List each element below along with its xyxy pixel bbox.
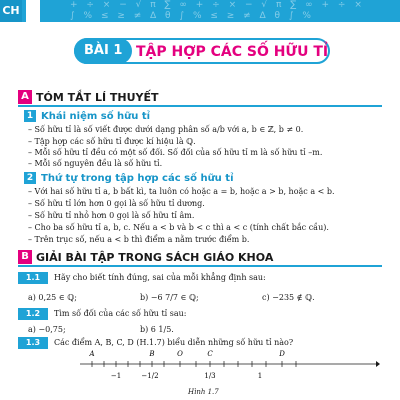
- exercise-1-2-item-b: b) 6 1/5.: [140, 325, 174, 334]
- exercise-1-3-tag: 1.3: [18, 337, 48, 349]
- subsection-2-title: Thứ tự trong tập hợp các số hữu tỉ: [41, 172, 234, 184]
- section-b-rule: [18, 265, 382, 267]
- theory-line: – Cho ba số hữu tỉ a, b, c. Nếu a < b và b < c thì a < c (tính chất bắc cầu).: [28, 223, 329, 232]
- point-label-c: C: [207, 350, 213, 358]
- theory-line: – Tập hợp các số hữu tỉ được kí hiệu là ℚ.: [28, 137, 196, 146]
- subsection-1-number: 1: [24, 110, 36, 122]
- tick-label-minus-half: −1/2: [141, 372, 159, 380]
- point-label-b: B: [149, 350, 155, 358]
- point-label-d: D: [279, 350, 285, 358]
- theory-line: – Trên trục số, nếu a < b thì điểm a nằm trước điểm b.: [28, 235, 250, 244]
- number-line-figure: [80, 344, 380, 400]
- subsection-1-title: Khái niệm số hữu tỉ: [41, 110, 151, 122]
- exercise-1-2-item-a: a) −0,75;: [28, 325, 66, 334]
- figure-caption: Hình 1.7: [188, 388, 219, 396]
- number-line-arrow: [376, 361, 380, 367]
- subsection-1-header: [24, 110, 150, 122]
- theory-line: – Mỗi số hữu tỉ đều có một số đối. Số đối của số hữu tỉ m là số hữu tỉ –m.: [28, 148, 323, 157]
- tick-label-minus-one: −1: [110, 372, 122, 380]
- exercise-1-2-prompt: Tìm số đối của các số hữu tỉ sau:: [54, 309, 187, 318]
- section-a-title: TÓM TẮT LÍ THUYẾT: [36, 90, 159, 104]
- subsection-2-header: [24, 172, 234, 184]
- section-a-header: [18, 90, 159, 104]
- lesson-title-box: [74, 38, 330, 64]
- chapter-banner: [0, 0, 400, 22]
- section-b-title: GIẢI BÀI TẬP TRONG SÁCH GIÁO KHOA: [36, 250, 274, 264]
- point-label-a: A: [89, 350, 95, 358]
- theory-line: – Số hữu tỉ nhỏ hơn 0 gọi là số hữu tỉ âm.: [28, 211, 195, 220]
- chapter-tab: CH: [0, 0, 22, 22]
- section-b-letter: B: [18, 250, 32, 264]
- lesson-title: TẬP HỢP CÁC SỐ HỮU TỈ: [136, 44, 329, 60]
- math-pattern-decoration: + ÷ × − √ π ∑ ∞ + ÷ × − √ π ∑ ∞ + ÷ × ∫ % ≤ ≥ ≠ ∆ θ ∫ % ≤ ≥ ≠ ∆ θ ∫ %: [70, 0, 365, 21]
- theory-line: – Với hai số hữu tỉ a, b bất kì, ta luôn có hoặc a = b, hoặc a > b, hoặc a < b.: [28, 187, 335, 196]
- exercise-1-1-prompt: Hãy cho biết tính đúng, sai của mỗi khẳng định sau:: [54, 273, 266, 282]
- tick-label-one: 1: [257, 372, 263, 380]
- exercise-1-1-item-a: a) 0,25 ∈ ℚ;: [28, 293, 77, 302]
- section-b-header: [18, 250, 273, 264]
- lesson-badge: BÀI 1: [74, 38, 132, 64]
- subsection-2-number: 2: [24, 172, 36, 184]
- theory-line: – Số hữu tỉ lớn hơn 0 gọi là số hữu tỉ dương.: [28, 199, 205, 208]
- section-a-rule: [18, 105, 382, 107]
- theory-line: – Mỗi số nguyên đều là số hữu tỉ.: [28, 159, 163, 168]
- exercise-1-2-tag: 1.2: [18, 308, 48, 320]
- exercise-1-3-prompt: Các điểm A, B, C, D (H.1.7) biểu diễn những số hữu tỉ nào?: [54, 338, 294, 347]
- theory-line: – Số hữu tỉ là số viết được dưới dạng phân số a/b với a, b ∈ ℤ, b ≠ 0.: [28, 125, 304, 134]
- exercise-1-1-tag: 1.1: [18, 272, 48, 284]
- point-label-o: O: [177, 350, 183, 358]
- section-a-letter: A: [18, 90, 32, 104]
- exercise-1-1-item-c: c) −235 ∉ ℚ.: [262, 293, 315, 302]
- exercise-1-1-item-b: b) −6 7/7 ∈ ℚ;: [140, 293, 199, 302]
- chapter-number-block: [26, 0, 40, 22]
- tick-label-one-third: 1/3: [204, 372, 216, 380]
